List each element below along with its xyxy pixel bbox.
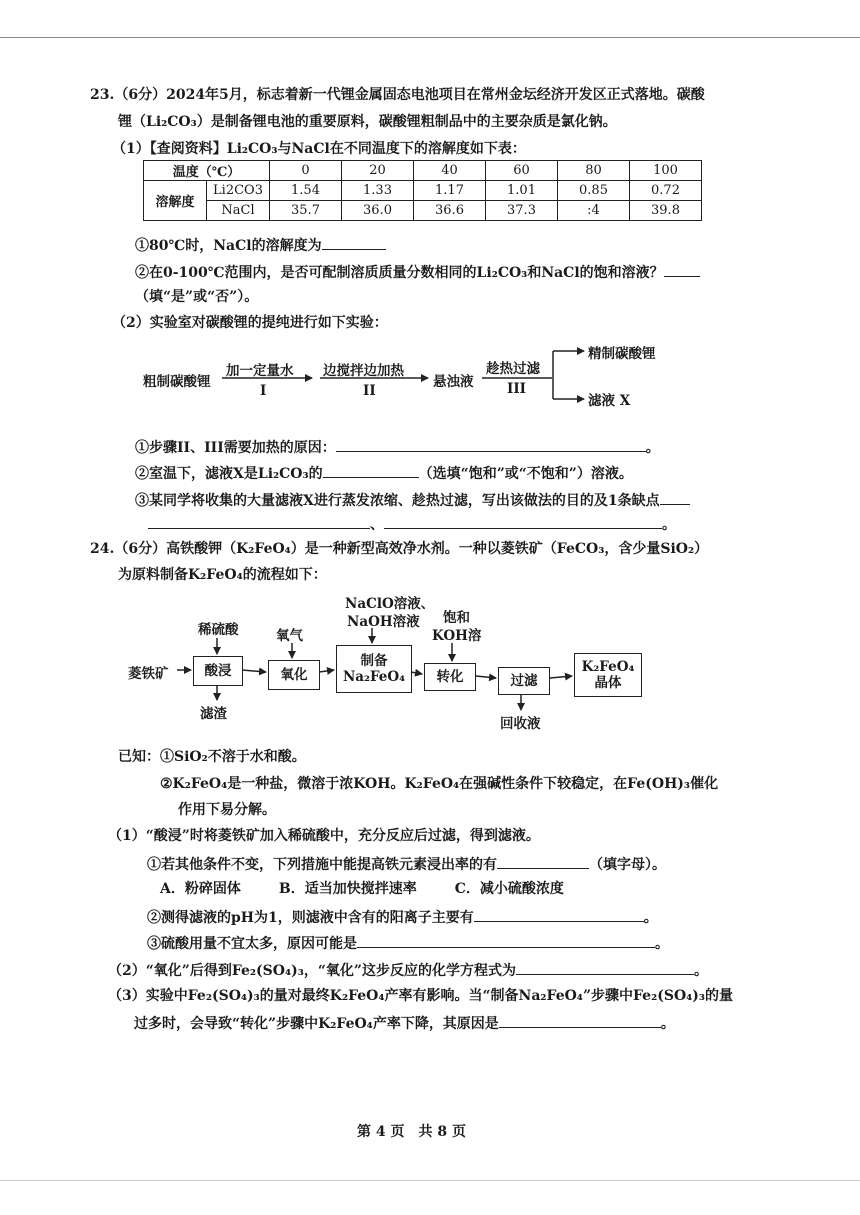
q23-2a-text: ①步骤II、III需要加热的原因：	[135, 440, 336, 456]
flow24-acid: 稀硫酸	[198, 622, 239, 638]
table-cell: 36.0	[342, 201, 414, 221]
table-cell: 37.3	[486, 201, 558, 221]
answer-blank[interactable]	[474, 907, 644, 922]
table-cell: 1.33	[342, 181, 414, 201]
q23-1a-text: ①80℃时，NaCl的溶解度为	[135, 238, 322, 254]
flow24-reagent2: NaOH溶液	[347, 614, 420, 630]
row-name-li2co3: Li2CO3	[207, 181, 270, 201]
flow24-box-convert: 转化	[424, 663, 476, 691]
answer-blank[interactable]	[516, 960, 694, 975]
flow24-box-acid-leach: 酸浸	[193, 656, 243, 686]
q24-1b	[147, 907, 658, 927]
q23-part1-intro: （1）【查阅资料】Li₂CO₃与NaCl在不同温度下的溶解度如下表：	[112, 141, 526, 157]
table-cell: 0.72	[630, 181, 702, 201]
temp-cell: 100	[630, 161, 702, 181]
q24-line2: 为原料制备K₂FeO₄的流程如下：	[118, 567, 327, 583]
flow24-residue: 滤渣	[200, 706, 227, 722]
q23-2b-pre: ②室温下，滤液X是Li₂CO₃的	[135, 466, 323, 482]
temp-cell: 80	[558, 161, 630, 181]
q24-1a-note: （填字母）。	[589, 857, 666, 873]
flow24-box-product-l1: K₂FeO₄	[581, 659, 635, 675]
q24-part2-text: （2）“氧化”后得到Fe₂(SO₄)₃，“氧化”这步反应的化学方程式为	[108, 963, 516, 979]
flow24-box-prepare-l2: Na₂FeO₄	[342, 669, 406, 685]
q23-line1: 23.（6分）2024年5月，标志着新一代锂金属固态电池项目在常州金坛经济开发区正式落地。碳酸	[90, 87, 705, 103]
flow23-out2: 滤液 X	[588, 393, 631, 409]
q23-part2-intro: （2）实验室对碳酸锂的提纯进行如下实验：	[112, 315, 388, 331]
end-mark: 。	[662, 517, 676, 533]
q24-1c-text: ③硫酸用量不宜太多，原因可能是	[147, 936, 357, 952]
q24-known2: ②K₂FeO₄是一种盐，微溶于浓KOH。K₂FeO₄在强碱性条件下较稳定，在Fe(OH)₃催化	[160, 776, 719, 792]
end-mark: 。	[645, 440, 660, 456]
flow24-arrow-2	[319, 670, 334, 672]
flow23-mid: 悬浊液	[433, 374, 474, 390]
table-cell: 1.54	[270, 181, 342, 201]
q24-1b-text: ②测得滤液的pH为1，则滤液中含有的阳离子主要有	[147, 910, 474, 926]
flow24-oxygen: 氧气	[276, 628, 303, 644]
flow23-step1-top: 加一定量水	[226, 363, 294, 379]
q24-options	[160, 880, 564, 898]
q24-1a	[147, 854, 666, 874]
table-cell: 39.8	[630, 201, 702, 221]
q23-1b-note: （填“是”或“否”）。	[135, 289, 259, 305]
q23-2b-post: （选填“饱和”或“不饱和”）溶液。	[418, 466, 633, 482]
temp-header: 温度（℃）	[144, 161, 270, 181]
flow23-step2-top: 边搅拌边加热	[323, 363, 404, 379]
flow23-step3-bottom: III	[507, 381, 526, 397]
flow24-koh1: 饱和	[443, 610, 470, 626]
flow23-step2-bottom: II	[363, 383, 376, 399]
q24-1a-text: ①若其他条件不变，下列措施中能提高铁元素浸出率的有	[147, 857, 497, 873]
bottom-border	[0, 1180, 860, 1181]
q24-part3-l2	[134, 1013, 675, 1033]
table-cell: 35.7	[270, 201, 342, 221]
option-c: C．减小硫酸浓度	[454, 881, 564, 897]
q24-known1: 已知：①SiO₂不溶于水和酸。	[118, 749, 306, 765]
table-cell: 36.6	[414, 201, 486, 221]
q24-line1: 24.（6分）高铁酸钾（K₂FeO₄）是一种新型高效净水剂。一种以菱铁矿（FeCO₃，含少量SiO₂）	[90, 541, 709, 557]
flow24-arrow-5	[550, 676, 572, 678]
q24-1c	[147, 933, 669, 953]
flow23-step1-bottom: I	[260, 383, 267, 399]
answer-blank[interactable]	[499, 1013, 661, 1028]
page-footer: 第 4 页 共 8 页	[357, 1124, 466, 1140]
q23-1b-text: ②在0-100℃范围内，是否可配制溶质质量分数相同的Li₂CO₃和NaCl的饱和溶液？	[135, 265, 664, 281]
row-name-nacl: NaCl	[207, 201, 270, 221]
table-cell: :4	[558, 201, 630, 221]
end-mark: 。	[693, 963, 708, 979]
flow24-koh2: KOH溶	[432, 628, 482, 644]
flow24-reagent1: NaClO溶液、	[345, 596, 435, 612]
flow24-arrow-1	[242, 670, 266, 672]
flow23-start: 粗制碳酸锂	[143, 374, 211, 390]
temp-cell: 0	[270, 161, 342, 181]
solubility-label: 溶解度	[144, 181, 207, 221]
flow24-recycle: 回收液	[500, 716, 541, 732]
temp-cell: 20	[342, 161, 414, 181]
option-a: A．粉碎固体	[160, 881, 241, 897]
sep-mark: 、	[370, 517, 384, 533]
q24-part3-l2-text: 过多时，会导致“转化”步骤中K₂FeO₄产率下降，其原因是	[134, 1016, 499, 1032]
q24-known3: 作用下易分解。	[178, 802, 276, 818]
table-cell: 1.17	[414, 181, 486, 201]
end-mark: 。	[655, 936, 669, 952]
flow24-arrow-4	[476, 676, 496, 678]
flow24-arrow-3	[411, 672, 422, 674]
table-cell: 0.85	[558, 181, 630, 201]
flow24-box-prepare-l1: 制备	[360, 653, 388, 669]
q24-part2	[108, 960, 708, 980]
flow24-box-product-l2: 晶体	[594, 675, 622, 691]
temp-cell: 40	[414, 161, 486, 181]
end-mark: 。	[643, 910, 658, 926]
q23-2c-text: ③某同学将收集的大量滤液X进行蒸发浓缩、趁热过滤，写出该做法的目的及1条缺点	[135, 493, 660, 509]
flow24-raw: 菱铁矿	[128, 666, 169, 682]
end-mark: 。	[660, 1016, 675, 1032]
option-b: B．适当加快搅拌速率	[278, 881, 417, 897]
q24-part1: （1）“酸浸”时将菱铁矿加入稀硫酸中，充分反应后过滤，得到滤液。	[108, 828, 540, 844]
flow23-step3-top: 趁热过滤	[486, 361, 540, 377]
temp-cell: 60	[486, 161, 558, 181]
q24-part3-l1: （3）实验中Fe₂(SO₄)₃的量对最终K₂FeO₄产率有影响。当“制备Na₂FeO₄”步骤中Fe₂(SO₄)₃的量	[108, 988, 734, 1004]
flow23-out1: 精制碳酸锂	[588, 346, 656, 362]
flow24-box-oxidize: 氧化	[268, 660, 320, 690]
table-cell: 1.01	[486, 181, 558, 201]
flow24-box-filter: 过滤	[498, 667, 550, 695]
answer-blank[interactable]	[497, 854, 589, 869]
q23-line2: 锂（Li₂CO₃）是制备锂电池的重要原料，碳酸锂粗制品中的主要杂质是氯化钠。	[118, 114, 617, 130]
answer-blank[interactable]	[357, 933, 655, 948]
